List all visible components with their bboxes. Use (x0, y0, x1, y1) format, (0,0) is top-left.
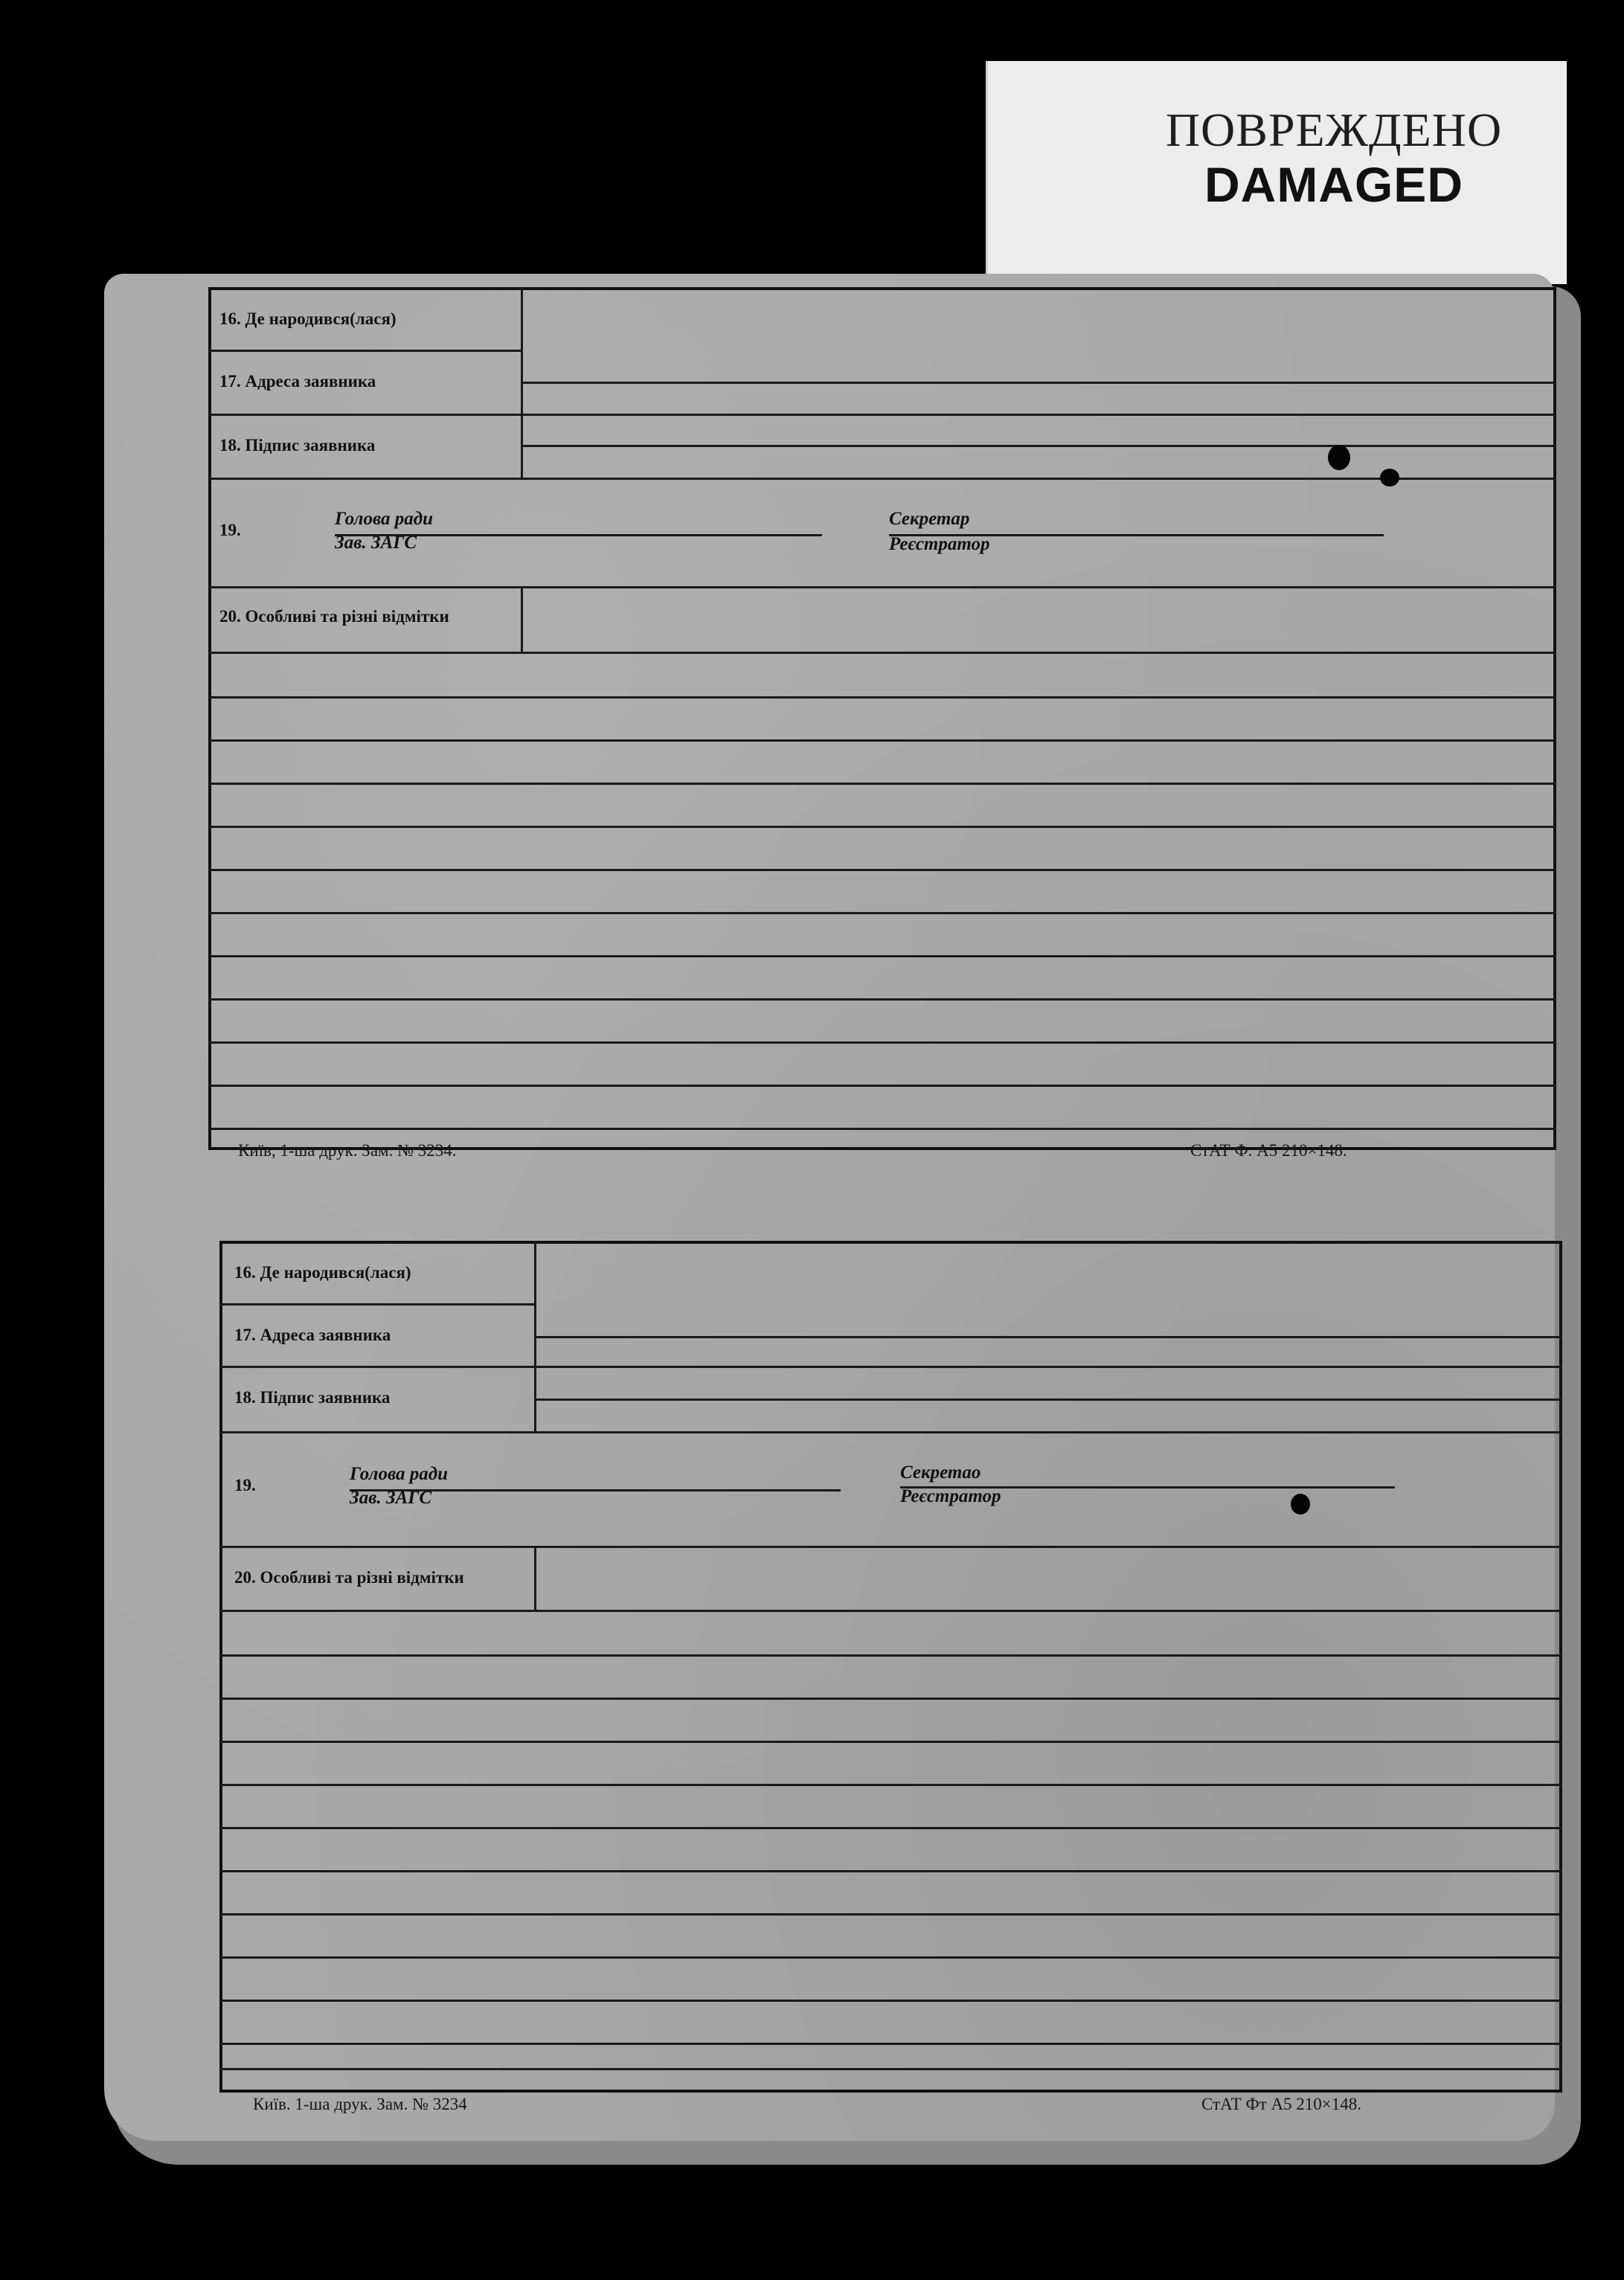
row-line (208, 652, 1556, 654)
footer-form-code: СтАТ Фт А5 210×148. (1201, 2095, 1362, 2113)
footer-form-code: СтАТ Ф. А5 210×148. (1190, 1141, 1347, 1160)
label-row-19: 19. (234, 1476, 256, 1494)
label-zags-head: Зав. ЗАГС (335, 533, 417, 553)
row-line (208, 739, 1556, 742)
form-bottom-frame (219, 1241, 1562, 2093)
document-page (104, 274, 1555, 2141)
row-line (208, 478, 1556, 480)
label-applicant-signature: 18. Підпис заявника (234, 1388, 391, 1407)
label-birthplace: 16. Де народився(лася) (234, 1263, 411, 1282)
row-line (208, 586, 1556, 588)
label-secretary: Секретар (889, 509, 970, 529)
row-line (208, 696, 1556, 699)
label-row-19: 19. (219, 521, 241, 539)
form-top-frame (208, 287, 1556, 1150)
label-divider (521, 586, 523, 653)
row-line (208, 1128, 1556, 1130)
damaged-stamp (986, 61, 1567, 284)
row-line (521, 382, 1556, 384)
row-line (219, 1827, 1562, 1829)
row-line (219, 1366, 534, 1368)
row-line (534, 1366, 1562, 1368)
label-registrar: Реєстратор (889, 534, 990, 554)
row-line (219, 1956, 1562, 1959)
footer-printer: Київ, 1-ша друк. Зам. № 3234. (238, 1141, 457, 1160)
label-council-head: Голова ради (350, 1464, 449, 1484)
row-line (219, 1654, 1562, 1657)
row-line (208, 1085, 1556, 1087)
row-line (208, 826, 1556, 828)
stamp-text-en: DAMAGED (1204, 157, 1463, 212)
row-line (208, 783, 1556, 785)
label-council-head: Голова ради (335, 509, 434, 529)
row-line (534, 1398, 1562, 1401)
row-line (208, 998, 1556, 1001)
row-line (219, 2043, 1562, 2045)
row-line (219, 1610, 1562, 1612)
row-line (219, 1741, 1562, 1743)
ink-spot (1291, 1494, 1310, 1515)
label-special-notes: 20. Особливі та різні відмітки (234, 1568, 464, 1587)
label-applicant-address: 17. Адреса заявника (234, 1326, 391, 1344)
row-line (208, 955, 1556, 957)
row-line (208, 350, 521, 352)
label-special-notes: 20. Особливі та різні відмітки (219, 607, 449, 626)
label-birthplace: 16. Де народився(лася) (219, 309, 397, 328)
row-line (521, 445, 1556, 447)
row-line (219, 1431, 1562, 1433)
label-applicant-signature: 18. Підпис заявника (219, 436, 376, 455)
ink-spot (1380, 469, 1399, 486)
ink-spot (1328, 445, 1350, 470)
row-line (208, 1041, 1556, 1044)
row-line (219, 1784, 1562, 1786)
label-zags-head: Зав. ЗАГС (350, 1488, 432, 1508)
row-line (219, 2068, 1562, 2070)
row-line (208, 869, 1556, 871)
row-line (208, 912, 1556, 914)
row-line (219, 1303, 534, 1306)
row-line (219, 2000, 1562, 2002)
row-line (219, 1546, 1562, 1548)
row-line (219, 1913, 1562, 1915)
row-line (521, 414, 1556, 416)
row-line (208, 414, 521, 416)
label-divider (534, 1546, 536, 1611)
label-secretary: Секретао (900, 1462, 981, 1483)
label-registrar: Реєстратор (900, 1486, 1001, 1506)
label-applicant-address: 17. Адреса заявника (219, 372, 376, 391)
row-line (534, 1336, 1562, 1338)
stamp-text-ru: ПОВРЕЖДЕНО (1165, 103, 1503, 156)
row-line (219, 1870, 1562, 1872)
row-line (219, 1698, 1562, 1700)
footer-printer: Київ. 1-ша друк. Зам. № 3234 (253, 2095, 467, 2113)
